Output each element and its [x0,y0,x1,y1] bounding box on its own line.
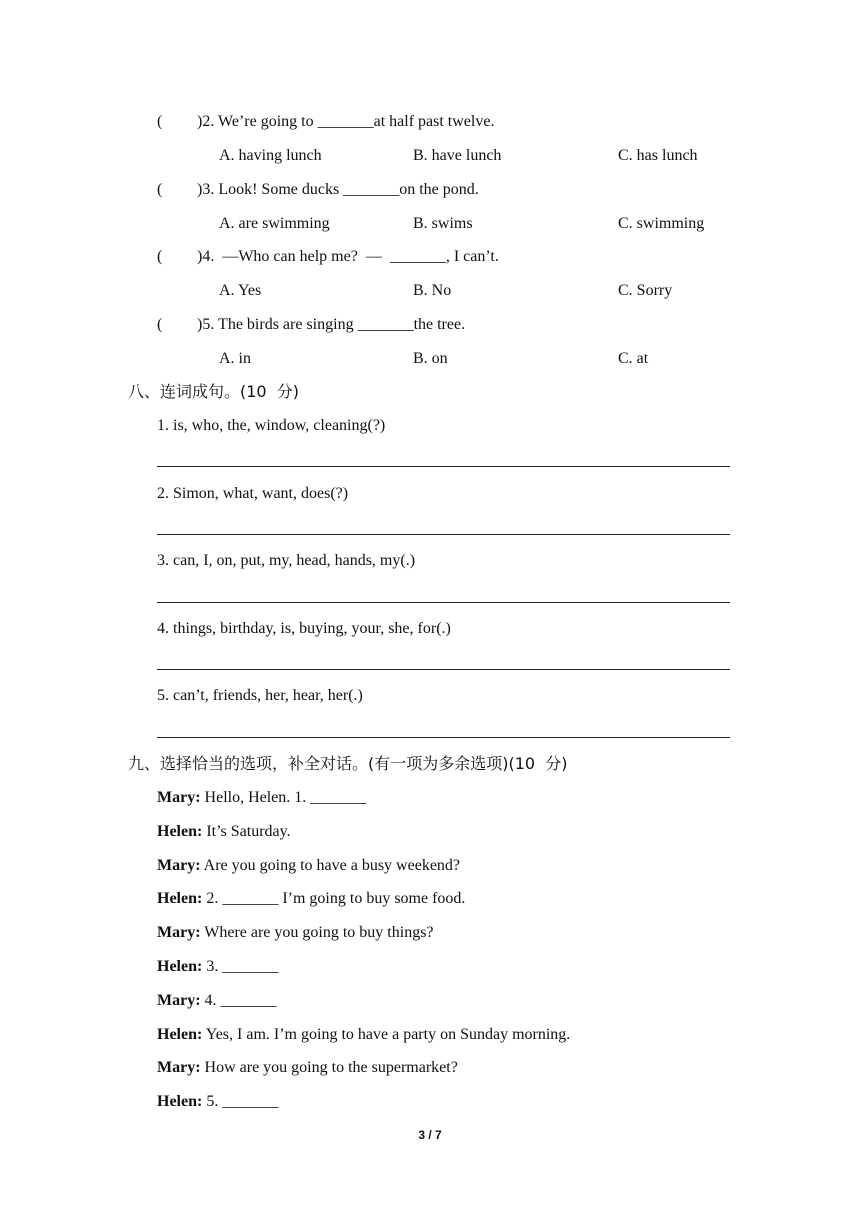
speaker-name: Mary: [157,789,201,806]
dialogue-text: 3. _______ [202,958,279,975]
question-stem [157,112,494,132]
dialogue-text: Are you going to have a busy weekend? [200,857,461,874]
option-c: C. swimming [618,215,705,232]
question-text: 2. We’re going to _______at half past twelve. [202,113,495,130]
option-c: C. Sorry [618,282,673,299]
option-b: B. No [413,282,452,299]
answer-line-4[interactable] [157,669,730,670]
answer-paren-open: ( [157,113,163,130]
option-c: C. at [618,350,649,367]
speaker-name: Helen: [157,1093,203,1110]
speaker-name: Mary: [157,1059,201,1076]
answer-line-1[interactable] [157,466,730,467]
speaker-name: Helen: [157,958,203,975]
dialogue-line [157,822,291,842]
option-c: C. has lunch [618,147,698,164]
speaker-name: Helen: [157,823,203,840]
dialogue-text: It’s Saturday. [202,823,291,840]
dialogue-line [157,1058,458,1078]
dialogue-text: 2. _______ I’m going to buy some food. [202,890,466,907]
answer-paren-open: ( [157,248,163,265]
question-text: 3. Look! Some ducks _______on the pond. [202,181,479,198]
option-b: B. have lunch [413,147,502,164]
answer-paren-open: ( [157,181,163,198]
answer-line-2[interactable] [157,534,730,535]
reorder-item-3: 3. can, I, on, put, my, head, hands, my(.) [157,552,416,569]
dialogue-line [157,957,278,977]
dialogue-line [157,856,460,876]
dialogue-line [157,923,434,943]
dialogue-text: 5. _______ [202,1093,279,1110]
page-number: 3 / 7 [418,1128,442,1142]
dialogue-text: Yes, I am. I’m going to have a party on Sunday morning. [202,1026,571,1043]
section-9-heading: 九、选择恰当的选项，补全对话。(有一项为多余选项)(10 分) [128,754,568,773]
answer-paren-close: ) [197,248,203,265]
reorder-item-1: 1. is, who, the, window, cleaning(?) [157,417,386,434]
question-stem [157,315,465,335]
dialogue-line [157,1025,570,1045]
answer-paren-open: ( [157,316,163,333]
dialogue-line [157,1092,278,1112]
option-a: A. are swimming [219,215,330,232]
answer-paren-close: ) [197,316,203,333]
option-b: B. on [413,350,448,367]
option-a: A. Yes [219,282,262,299]
question-stem [157,247,499,267]
reorder-item-4: 4. things, birthday, is, buying, your, she, for(.) [157,620,451,637]
option-a: A. having lunch [219,147,322,164]
section-8-heading: 八、连词成句。(10 分) [128,382,300,401]
answer-line-5[interactable] [157,737,730,738]
option-b: B. swims [413,215,473,232]
dialogue-line [157,788,366,808]
reorder-item-2: 2. Simon, what, want, does(?) [157,485,349,502]
answer-line-3[interactable] [157,602,730,603]
speaker-name: Helen: [157,890,203,907]
dialogue-text: 4. _______ [200,992,277,1009]
question-stem [157,180,479,200]
dialogue-text: How are you going to the supermarket? [200,1059,458,1076]
question-text: 5. The birds are singing _______the tree. [202,316,466,333]
speaker-name: Mary: [157,992,201,1009]
option-a: A. in [219,350,251,367]
answer-paren-close: ) [197,113,203,130]
dialogue-line [157,889,465,909]
dialogue-line [157,991,277,1011]
speaker-name: Mary: [157,857,201,874]
dialogue-text: Where are you going to buy things? [200,924,434,941]
reorder-item-5: 5. can’t, friends, her, hear, her(.) [157,687,363,704]
speaker-name: Mary: [157,924,201,941]
answer-paren-close: ) [197,181,203,198]
dialogue-text: Hello, Helen. 1. _______ [200,789,367,806]
question-text: 4. —Who can help me? — _______, I can’t. [202,248,499,265]
speaker-name: Helen: [157,1026,203,1043]
